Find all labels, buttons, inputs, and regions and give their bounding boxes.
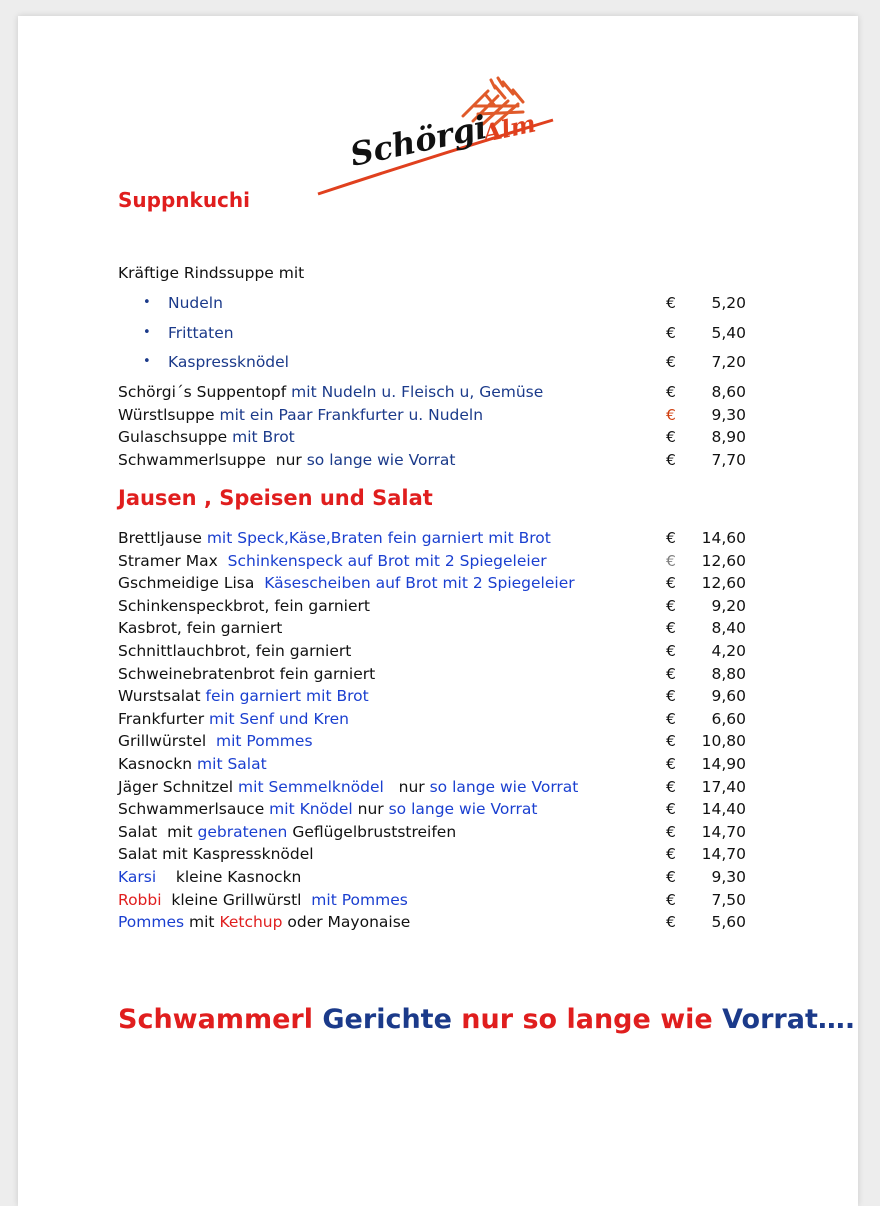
bullet-icon: • [143, 354, 151, 369]
soup-bullet-item: • Nudeln € 5,20 [143, 294, 746, 312]
menu-item: Schnittlauchbrot, fein garniert € 4,20 [118, 642, 746, 660]
menu-item: Kasnockn mit Salat € 14,90 [118, 755, 746, 773]
bullet-icon: • [143, 295, 151, 310]
bullet-icon: • [143, 325, 151, 340]
menu-item: Gschmeidige Lisa Käsescheiben auf Brot mit 2 Spiegeleier € 12,60 [118, 574, 746, 593]
section-title-jausen: Jausen , Speisen und Salat [118, 486, 433, 510]
soup-item: Würstlsuppe mit ein Paar Frankfurter u. Nudeln € 9,30 [118, 406, 746, 424]
kids-menu-item: Pommes mit Ketchup oder Mayonaise € 5,60 [118, 913, 746, 932]
menu-item: Stramer Max Schinkenspeck auf Brot mit 2 Spiegeleier € 12,60 [118, 551, 746, 570]
schoergi-alm-logo [313, 76, 563, 198]
kids-menu-item: Robbi kleine Grillwürstl mit Pommes € 7,50 [118, 890, 746, 909]
menu-item: Wurstsalat fein garniert mit Brot € 9,60 [118, 687, 746, 706]
menu-page [18, 16, 858, 1206]
menu-item: Schwammerlsauce mit Knödel nur so lange wie Vorrat € 14,40 [118, 800, 746, 819]
kids-menu-item: Karsi kleine Kasnockn € 9,30 [118, 868, 746, 886]
menu-item: Salat mit gebratenen Geflügelbruststreifen € 14,70 [118, 822, 746, 841]
soup-item: Schwammerlsuppe nur so lange wie Vorrat € 7,70 [118, 451, 746, 469]
menu-item: Frankfurter mit Senf und Kren € 6,60 [118, 709, 746, 728]
menu-item: Grillwürstel mit Pommes € 10,80 [118, 732, 746, 751]
menu-item: Brettljause mit Speck,Käse,Braten fein garniert mit Brot € 14,60 [118, 529, 746, 547]
menu-item: Salat mit Kaspressknödel € 14,70 [118, 845, 746, 864]
soup-bullet-item: • Frittaten € 5,40 [143, 324, 746, 342]
menu-item: Schweinebratenbrot fein garniert € 8,80 [118, 664, 746, 683]
section-title-suppen: Suppnkuchi [118, 188, 251, 212]
menu-item: Schinkenspeckbrot, fein garniert € 9,20 [118, 596, 746, 615]
svg-text:Alm: Alm [480, 108, 539, 148]
soup-item: Gulaschsuppe mit Brot € 8,90 [118, 428, 746, 446]
soup-item: Schörgi´s Suppentopf mit Nudeln u. Fleisch u, Gemüse € 8,60 [118, 383, 746, 401]
menu-item: Kasbrot, fein garniert € 8,40 [118, 619, 746, 638]
soup-bullet-item: • Kaspressknödel € 7,20 [143, 353, 746, 371]
soup-intro: Kräftige Rindssuppe mit [118, 264, 305, 282]
footer-note: Schwammerl Gerichte nur so lange wie Vorrat…. [118, 1004, 856, 1035]
menu-item: Jäger Schnitzel mit Semmelknödel nur so lange wie Vorrat € 17,40 [118, 777, 746, 796]
svg-text:Schörgi: Schörgi [346, 107, 491, 174]
